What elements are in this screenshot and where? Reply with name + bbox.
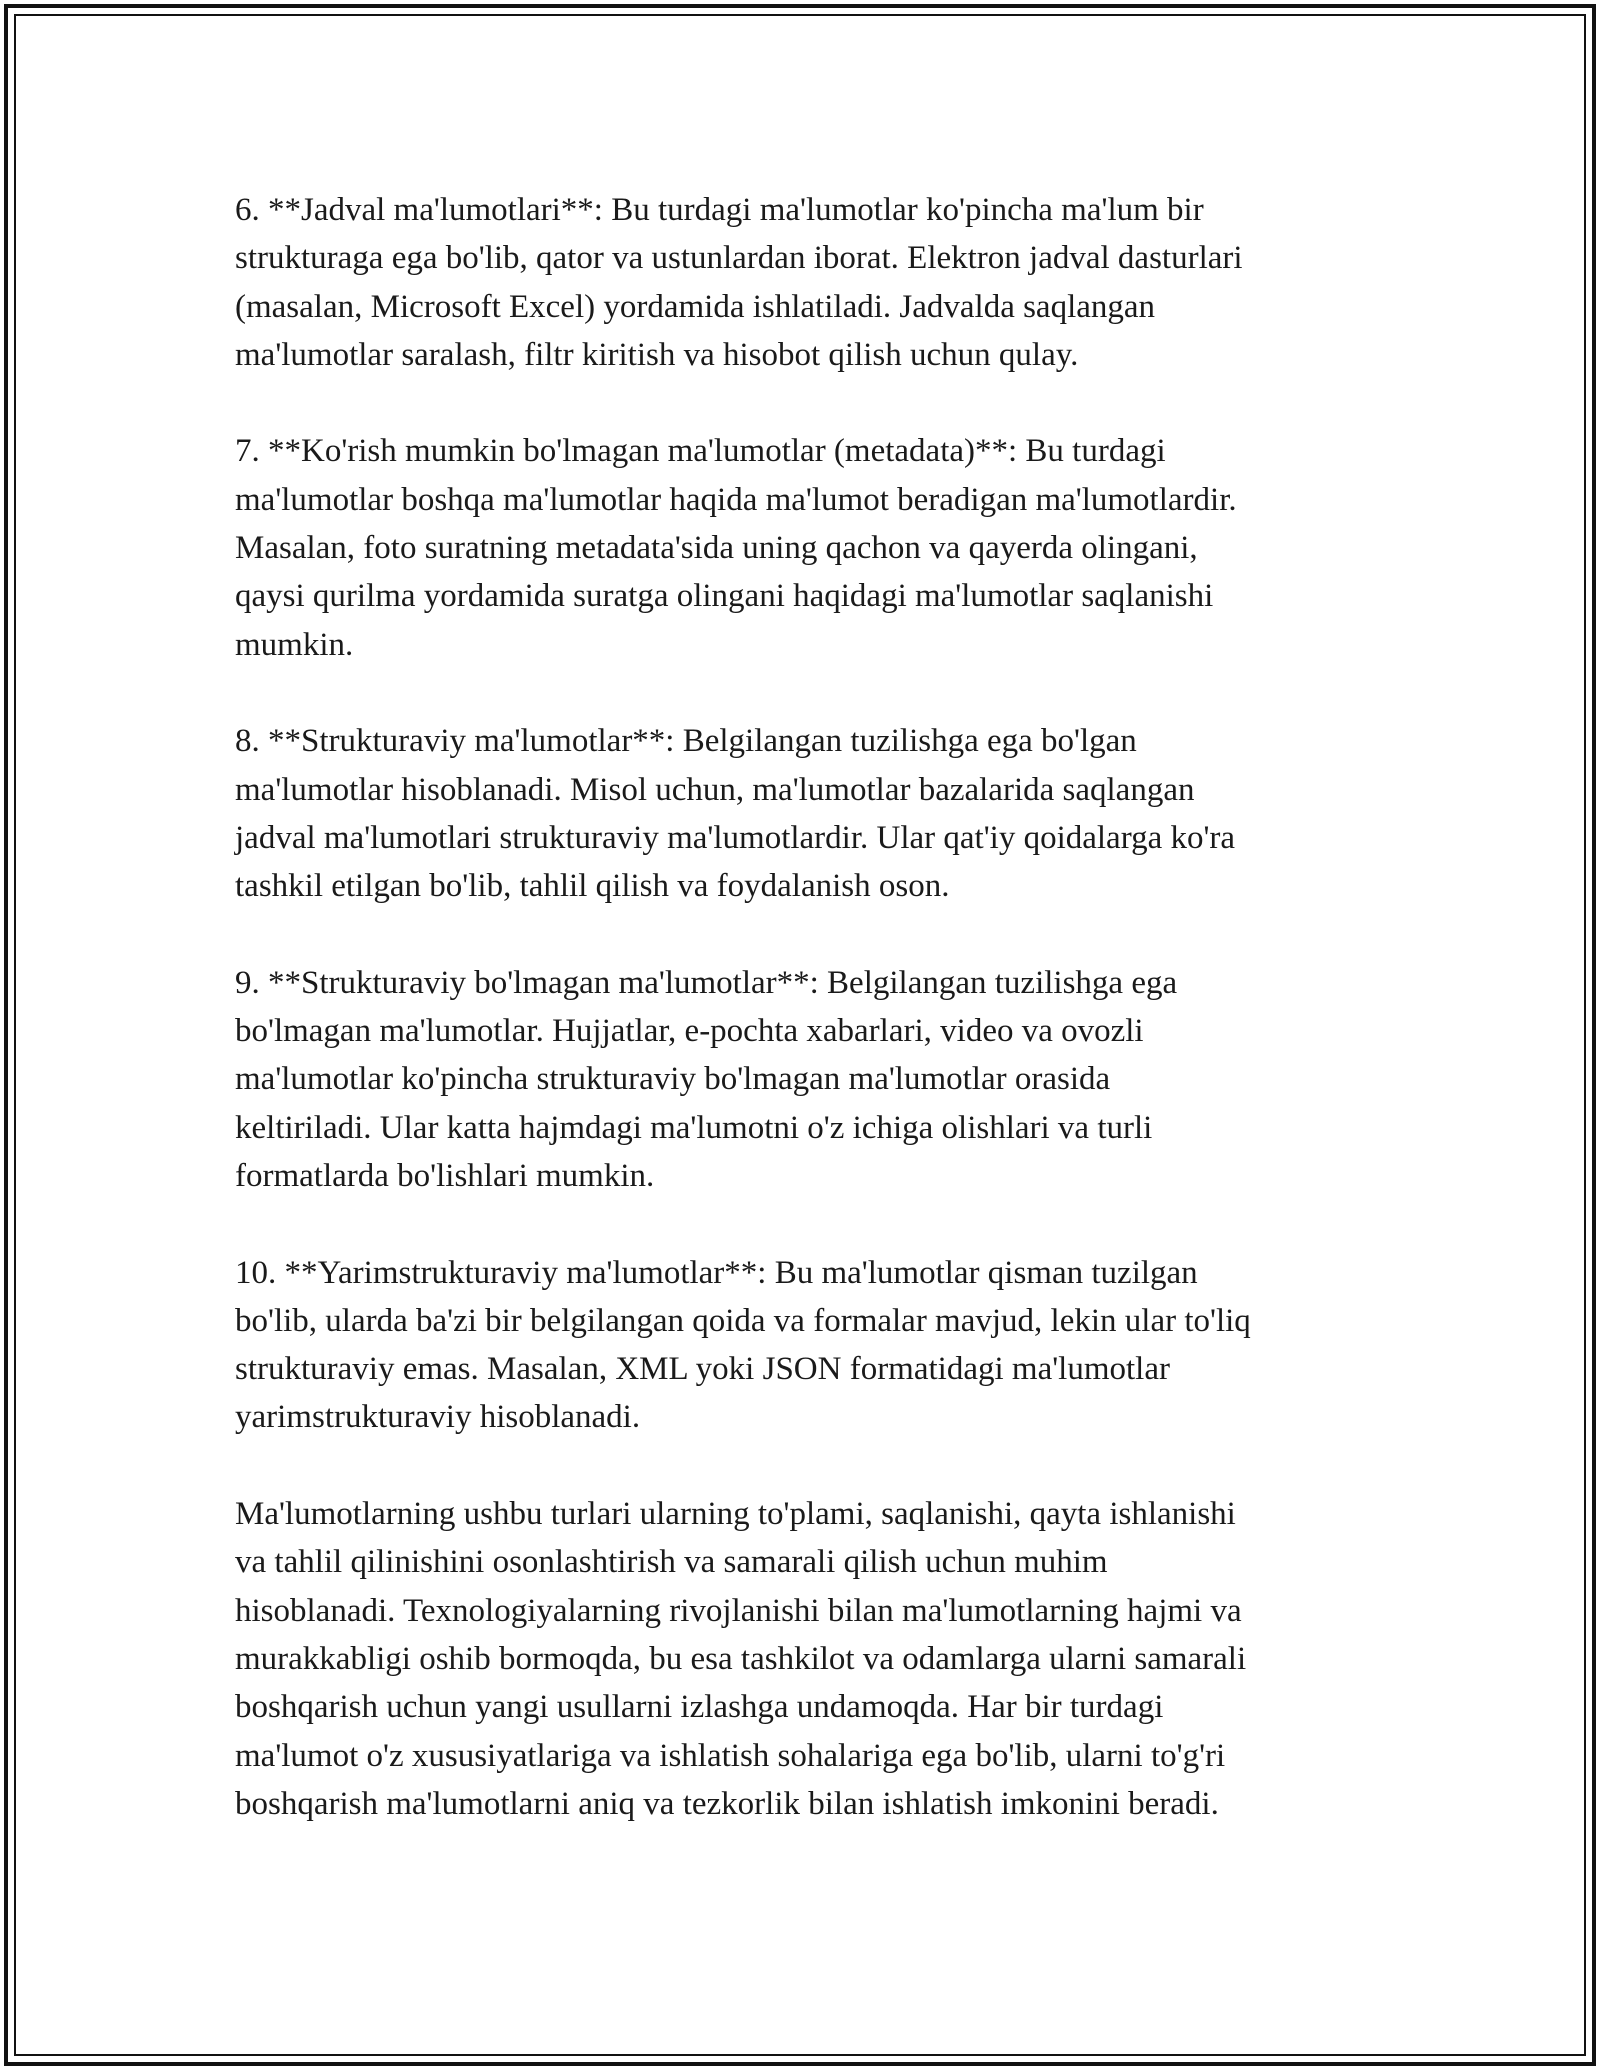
paragraph-item-10: 10. **Yarimstrukturaviy ma'lumotlar**: Bu ma'lumotlar qisman tuzilgan bo'lib, ularda ba'zi bir belgilangan qoida va formalar mavjud, lekin ular to'liq strukturaviy emas. Masalan, XML yoki JSON formatidagi ma'lumotlar yarimstrukturaviy hisoblanadi. <box>235 1254 1251 1436</box>
paragraph-conclusion: Ma'lumotlarning ushbu turlari ularning to'plami, saqlanishi, qayta ishlanishi va tahlil qilinishini osonlashtirish va samarali qilish uchun muhim hisoblanadi. Texnologiyalarning rivojlanishi bilan ma'lumotlarning hajmi va murakkabligi oshib bormoqda, bu esa tashkilot va odamlarga ularni samarali boshqarish uchun yangi usullarni izlashga undamoqda. Har bir turdagi ma'lumot o'z xususiyatlariga va ishlatish sohalariga ega bo'lib, ularni to'g'ri boshqarish ma'lumotlarni aniq va tezkorlik bilan ishlatish imkonini beradi. <box>235 1496 1247 1822</box>
paragraph-item-7: 7. **Ko'rish mumkin bo'lmagan ma'lumotlar (metadata)**: Bu turdagi ma'lumotlar boshqa ma'lumotlar haqida ma'lumot beradigan ma'lumotlardir. Masalan, foto suratning metadata'sida uning qachon va qayerda olingani, qaysi qurilma yordamida suratga olingani haqidagi ma'lumotlar saqlanishi mumkin. <box>235 433 1237 663</box>
paragraph-item-8: 8. **Strukturaviy ma'lumotlar**: Belgilangan tuzilishga ega bo'lgan ma'lumotlar hisoblanadi. Misol uchun, ma'lumotlar bazalarida saqlangan jadval ma'lumotlari strukturaviy ma'lumotlardir. Ular qat'iy qoidalarga ko'ra tashkil etilgan bo'lib, tahlil qilish va foydalanish oson. <box>235 723 1236 905</box>
paragraph-item-6: 6. **Jadval ma'lumotlari**: Bu turdagi ma'lumotlar ko'pincha ma'lum bir strukturaga ega bo'lib, qator va ustunlardan iborat. Elektron jadval dasturlari (masalan, Microsoft Excel) yordamida ishlatiladi. Jadvalda saqlangan ma'lumotlar saralash, filtr kiritish va hisobot qilish uchun qulay. <box>235 192 1243 373</box>
paragraph-item-9: 9. **Strukturaviy bo'lmagan ma'lumotlar**: Belgilangan tuzilishga ega bo'lmagan ma'lumotlar. Hujjatlar, e-pochta xabarlari, video va ovozli ma'lumotlar ko'pincha strukturaviy bo'lmagan ma'lumotlar orasida keltiriladi. Ular katta hajmdagi ma'lumotni o'z ichiga olishlari va turli formatlarda bo'lishlari mumkin. <box>235 964 1178 1194</box>
document-body <box>235 186 1385 1828</box>
